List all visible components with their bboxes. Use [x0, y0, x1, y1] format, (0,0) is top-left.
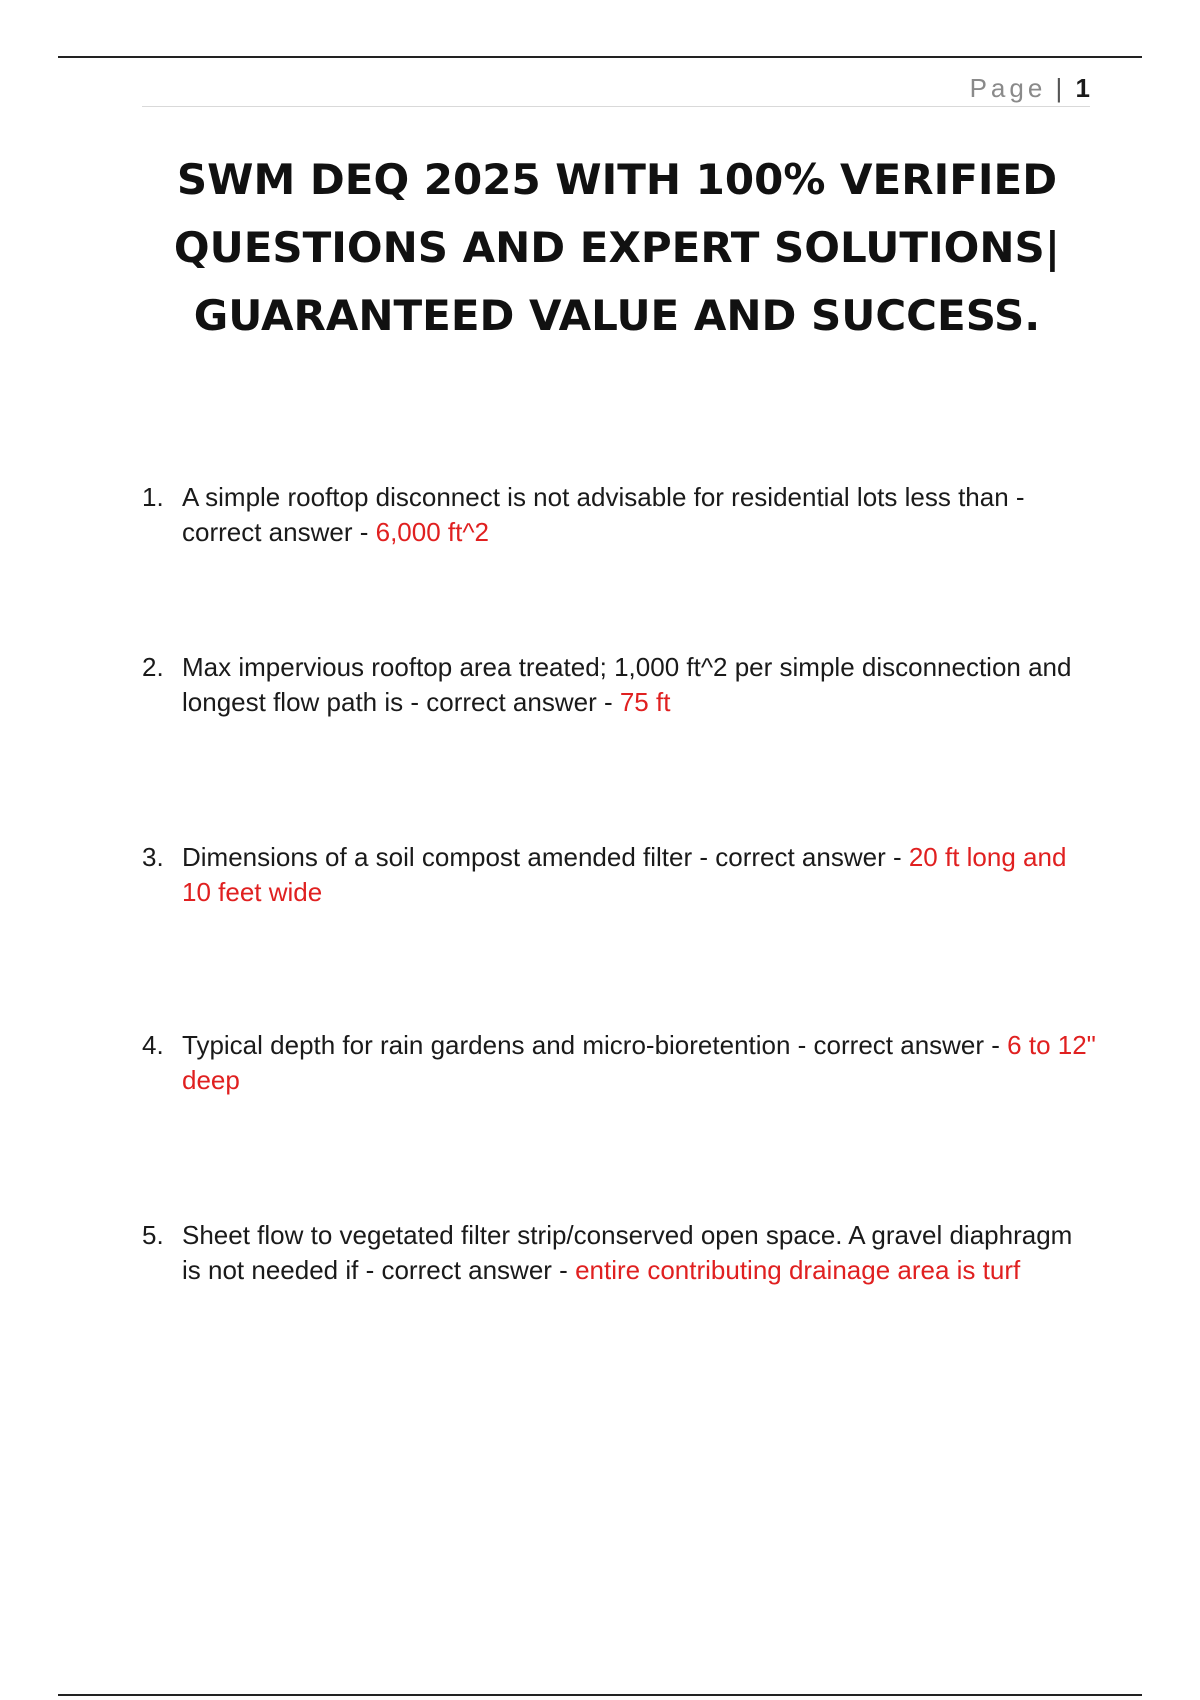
bottom-rule [58, 1694, 1142, 1696]
correct-answer: 6 to 12" deep [182, 1030, 1096, 1095]
question-text: Typical depth for rain gardens and micro-bioretention - correct answer - [182, 1030, 1008, 1060]
correct-answer: entire contributing drainage area is turf [575, 1255, 1021, 1285]
question-text: Dimensions of a soil compost amended filter - correct answer - [182, 842, 909, 872]
question-number: 3. [142, 842, 164, 872]
question-text: A simple rooftop disconnect is not advisable for residential lots less than - correct answer - [182, 482, 1025, 547]
question-item [142, 840, 1097, 1028]
question-item [142, 1028, 1097, 1218]
correct-answer: 75 ft [619, 687, 671, 717]
question-number: 2. [142, 652, 164, 682]
correct-answer: 6,000 ft^2 [375, 517, 490, 547]
page-separator: | [1055, 73, 1063, 103]
question-item [142, 480, 1097, 650]
page-number: 1 [1075, 73, 1090, 103]
question-number: 4. [142, 1030, 164, 1060]
question-number: 1. [142, 482, 164, 512]
correct-answer: 20 ft long and 10 feet wide [182, 842, 1067, 907]
question-text: Max impervious rooftop area treated; 1,000 ft^2 per simple disconnection and longest flow path is - correct answer - [182, 652, 1072, 717]
page-label: Page [969, 73, 1047, 103]
question-item [142, 650, 1097, 840]
question-text: Sheet flow to vegetated filter strip/conserved open space. A gravel diaphragm is not needed if - correct answer - [182, 1220, 1073, 1285]
top-rule [58, 56, 1142, 58]
question-number: 5. [142, 1220, 164, 1250]
page-header [142, 70, 1090, 107]
question-list [142, 480, 1097, 1288]
document-title: SWM DEQ 2025 WITH 100% VERIFIED QUESTIONS AND EXPERT SOLUTIONS| GUARANTEED VALUE AND SUCCESS. [173, 155, 1061, 340]
question-item [142, 1218, 1097, 1288]
